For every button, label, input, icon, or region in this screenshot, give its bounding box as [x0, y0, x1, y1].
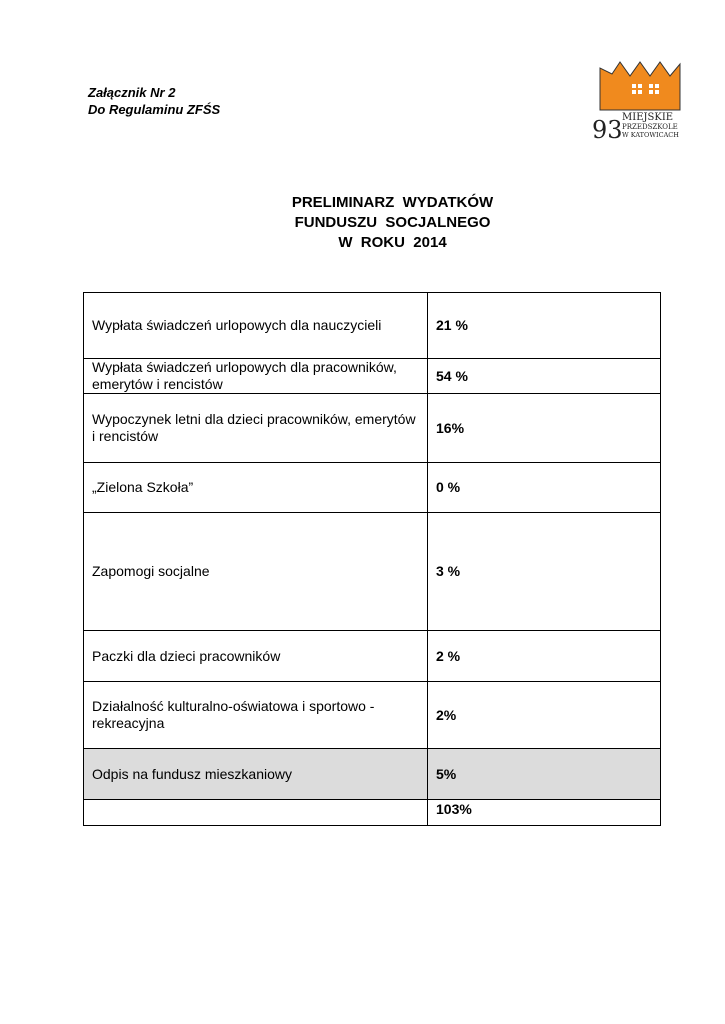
row-value: 2%: [428, 682, 661, 749]
table-row-shaded: [84, 749, 661, 800]
row-value: 5%: [428, 749, 661, 800]
row-value: 16%: [428, 394, 661, 463]
row-value: 2 %: [428, 631, 661, 682]
logo-line-3: W KATOWICACH: [622, 131, 679, 139]
table-row: [84, 394, 661, 463]
expense-table: [83, 292, 661, 826]
title-line-1: PRELIMINARZ WYDATKÓW: [291, 194, 494, 211]
kindergarten-logo: [590, 58, 690, 148]
row-label: Paczki dla dzieci pracowników: [84, 631, 428, 682]
table-row: [84, 513, 661, 631]
logo-line-1: MIEJSKIE: [622, 112, 674, 123]
title-line-2: FUNDUSZU SOCJALNEGO: [294, 214, 491, 231]
table-row: [84, 631, 661, 682]
row-label: Działalność kulturalno-oświatowa i sportowo -rekreacyjna: [84, 682, 428, 749]
table-row: [84, 359, 661, 394]
row-label: „Zielona Szkoła”: [84, 463, 428, 513]
logo-line-2: PRZEDSZKOLE: [622, 123, 678, 131]
table-row: [84, 293, 661, 359]
row-label: Zapomogi socjalne: [84, 513, 428, 631]
document-title: [0, 193, 725, 253]
table-row: [84, 682, 661, 749]
attachment-line-2: Do Regulaminu ZFŚS: [88, 102, 221, 117]
attachment-line-1: Załącznik Nr 2: [88, 85, 176, 100]
attachment-note: [88, 84, 220, 118]
table-row: [84, 463, 661, 513]
row-value: 54 %: [428, 359, 661, 394]
row-label: Wypoczynek letni dla dzieci pracowników, emerytów i rencistów: [84, 394, 428, 463]
row-label: Odpis na fundusz mieszkaniowy: [84, 749, 428, 800]
row-value: 0 %: [428, 463, 661, 513]
total-row: [84, 800, 661, 826]
title-line-3: W ROKU 2014: [338, 234, 447, 251]
row-label: Wypłata świadczeń urlopowych dla nauczycieli: [84, 293, 428, 359]
total-label: [84, 800, 428, 826]
row-label: Wypłata świadczeń urlopowych dla pracowników, emerytów i rencistów: [84, 359, 428, 394]
logo-number: 93: [592, 116, 623, 144]
total-value: 103%: [428, 800, 661, 826]
row-value: 3 %: [428, 513, 661, 631]
row-value: 21 %: [428, 293, 661, 359]
